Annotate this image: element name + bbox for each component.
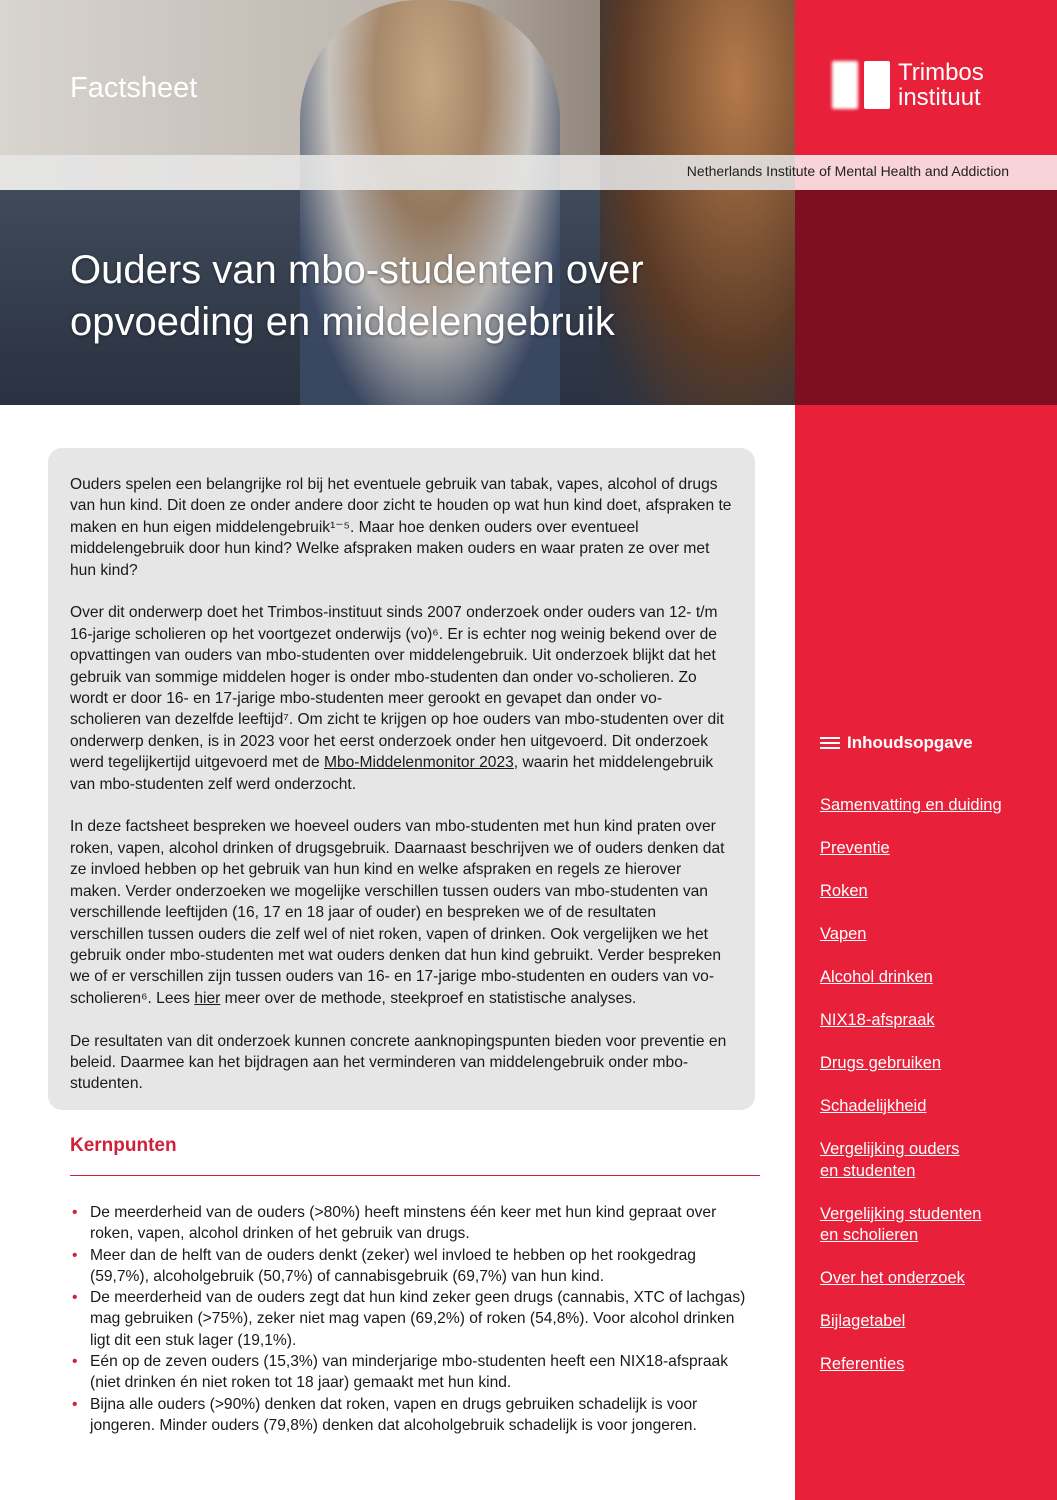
document-type-label: Factsheet — [70, 72, 198, 104]
subtitle-band — [0, 155, 795, 190]
divider — [70, 1175, 760, 1176]
intro-box — [48, 448, 755, 1110]
trimbos-logo: Trimbos instituut — [832, 60, 984, 110]
menu-icon — [820, 737, 840, 749]
intro-paragraph: In deze factsheet bespreken we hoeveel ouders van mbo-studenten met hun kind praten over roken, vapen, alcohol drinken of drugsgebruik. Daarnaast beschrijven we of ouders denken dat ze invloed hebben op het gebruik van hun kind en welke afspraken en regels ze hierover maken. Verder onderzoeken we mogelijke verschillen tussen ouders van mbo-studenten van verschillende leeftijden (16, 17 en 18 jaar of ouder) en bespreken we of de resultaten verschillen tussen ouders die zelf wel of niet roken, vapen of drinken. Ook vergelijken we het gebruik onder mbo-studenten met wat ouders denken dat hun kind gebruikt. Verder bespreken we of er verschillen zijn tussen ouders van 16- en 17-jarige mbo-studenten en ouders van vo-scholieren⁶. Lees hier meer over de methode, steekproef en statistische analyses. — [70, 818, 725, 1007]
mbo-monitor-link[interactable]: Mbo-Middelenmonitor 2023 — [323, 754, 514, 772]
toc-link[interactable]: Roken — [820, 882, 868, 900]
toc-link[interactable]: Preventie — [820, 839, 890, 857]
title-accent-block — [795, 190, 1057, 405]
list-item: • Bijna alle ouders (>90%) denken dat roken, vapen en drugs gebruiken schadelijk is voor jongeren. Minder ouders (79,8%) denken dat alcoholgebruik schadelijk is voor jongeren. — [70, 1394, 750, 1437]
list-item: • Meer dan de helft van de ouders denkt (zeker) wel invloed te hebben op het rookgedrag (59,7%), alcoholgebruik (50,7%) of cannabisgebruik (69,7%) van hun kind. — [70, 1245, 750, 1288]
page-title: Ouders van mbo-studenten over opvoeding en middelengebruik — [70, 248, 644, 344]
method-link[interactable]: hier — [194, 989, 221, 1007]
toc-link[interactable]: NIX18-afspraak — [820, 1011, 935, 1029]
toc-link[interactable]: Samenvatting en duiding — [820, 796, 1002, 814]
table-of-contents — [820, 795, 1040, 1397]
kernpunten-list — [70, 1202, 750, 1436]
toc-link[interactable]: Referenties — [820, 1355, 905, 1373]
intro-paragraph: De resultaten van dit onderzoek kunnen concrete aanknopingspunten bieden voor preventie en beleid. Daarmee kan het bijdragen aan het verminderen van middelengebruik onder mbo-studenten. — [70, 1032, 727, 1093]
toc-heading: Inhoudsopgave — [820, 733, 973, 753]
list-item: • De meerderheid van de ouders zegt dat hun kind zeker geen drugs (cannabis, XTC of lachgas) mag gebruiken (>75%), zeker niet mag vapen (69,2%) of roken (54,8%). Voor alcohol drinken ligt dit een stuk lager (19,1%). — [70, 1287, 750, 1351]
kernpunten-heading: Kernpunten — [70, 1135, 177, 1156]
intro-paragraph: Over dit onderwerp doet het Trimbos-instituut sinds 2007 onderzoek onder ouders van 12- t/m 16-jarige scholieren op het voortgezet onderwijs (vo)⁶. Er is echter nog weinig bekend over de opvattingen van ouders van mbo-studenten over middelengebruik. Uit onderzoek blijkt dat het gebruik van sommige middelen hoger is onder mbo-studenten dan onder vo-scholieren. Zo wordt er door 16- en 17-jarige mbo-studenten meer gerookt en gevapet dan onder vo-scholieren van dezelfde leeftijd⁷. Om zicht te krijgen op hoe ouders van mbo-studenten over dit onderwerp denken, is in 2023 voor het eerst onderzoek onder hen uitgevoerd. Dit onderzoek werd tegelijkertijd uitgevoerd met de Mbo-Middelenmonitor 2023, waarin het middelengebruik van mbo-studenten zelf werd onderzocht. — [70, 604, 725, 793]
list-item: • De meerderheid van de ouders (>80%) heeft minstens één keer met hun kind gepraat over roken, vapen, alcohol drinken of het gebruik van drugs. — [70, 1202, 750, 1245]
logo-mark-icon — [832, 61, 890, 109]
list-item: • Eén op de zeven ouders (15,3%) van minderjarige mbo-studenten heeft een NIX18-afspraak (niet drinken én niet roken tot 18 jaar) gemaakt met hun kind. — [70, 1351, 750, 1394]
toc-link[interactable]: Drugs gebruiken — [820, 1054, 942, 1072]
toc-link[interactable]: Schadelijkheid — [820, 1097, 927, 1115]
toc-link[interactable]: Vergelijking ouders en studenten — [820, 1140, 960, 1180]
toc-link[interactable]: Alcohol drinken — [820, 968, 933, 986]
toc-link[interactable]: Over het onderzoek — [820, 1269, 965, 1287]
intro-paragraph: Ouders spelen een belangrijke rol bij het eventuele gebruik van tabak, vapes, alcohol of drugs van hun kind. Dit doen ze onder andere door zicht te houden op wat hun kind doet, afspraken te maken en hun eigen middelengebruik¹⁻⁵. Maar hoe denken ouders over eventueel middelengebruik door hun kind? Welke afspraken maken ouders en waar praten ze over met hun kind? — [70, 476, 732, 579]
toc-link[interactable]: Bijlagetabel — [820, 1312, 906, 1330]
institute-tagline: Netherlands Institute of Mental Health and Addiction — [686, 163, 1009, 179]
toc-link[interactable]: Vapen — [820, 925, 867, 943]
toc-link[interactable]: Vergelijking studenten en scholieren — [820, 1204, 982, 1244]
